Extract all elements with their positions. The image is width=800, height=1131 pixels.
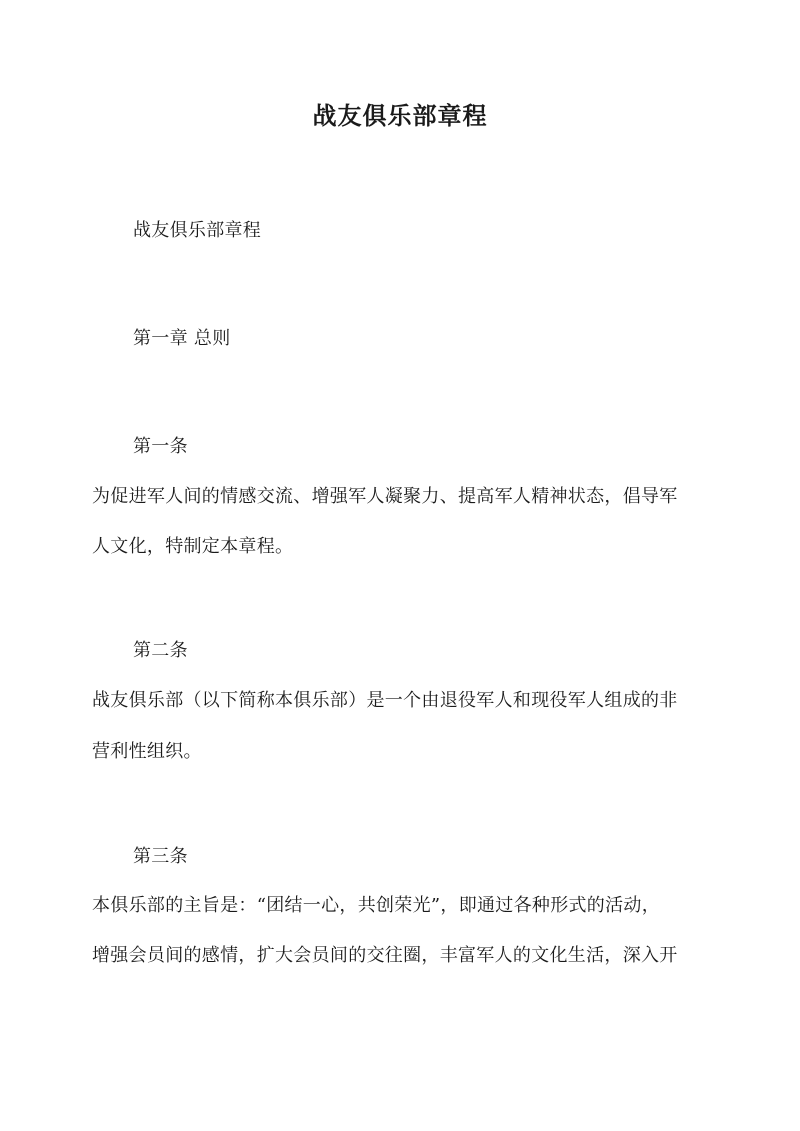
article-text-line: 人文化，特制定本章程。 xyxy=(92,536,294,557)
subtitle-line: 战友俱乐部章程 xyxy=(133,220,262,241)
document-title: 战友俱乐部章程 xyxy=(312,101,488,130)
article-heading-3: 第三条 xyxy=(133,846,188,867)
article-heading-1: 第一条 xyxy=(133,436,188,457)
article-heading-2: 第二条 xyxy=(133,640,188,661)
article-text-line: 营利性组织。 xyxy=(92,741,202,762)
article-text-line: 增强会员间的感情，扩大会员间的交往圈，丰富军人的文化生活，深入开 xyxy=(92,945,678,966)
article-text-line: 战友俱乐部（以下简称本俱乐部）是一个由退役军人和现役军人组成的非 xyxy=(92,690,678,711)
article-text-line: 本俱乐部的主旨是：“团结一心，共创荣光”，即通过各种形式的活动， xyxy=(92,895,661,916)
article-text-line: 为促进军人间的情感交流、增强军人凝聚力、提高军人精神状态，倡导军 xyxy=(92,486,678,507)
chapter-heading: 第一章 总则 xyxy=(133,328,231,349)
